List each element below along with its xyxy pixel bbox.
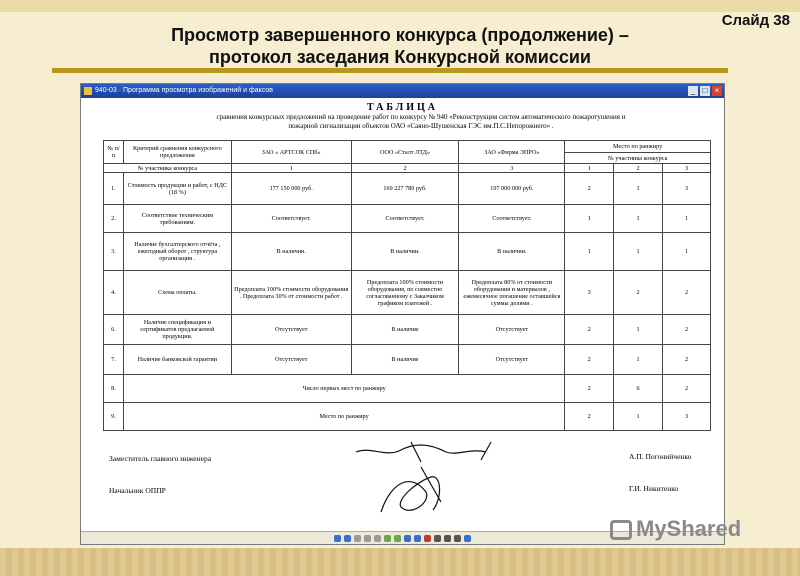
watermark — [610, 516, 741, 542]
slide-number: Слайд 38 — [721, 12, 790, 29]
cell-v1: 177 150 000 руб. — [231, 173, 351, 205]
cell-r3: 3 — [663, 403, 711, 431]
cell-r3: 2 — [663, 345, 711, 375]
cell-r1: 1 — [565, 205, 614, 233]
zoom-out-icon[interactable] — [394, 535, 401, 542]
table-row — [104, 173, 711, 205]
slide-title — [70, 24, 730, 68]
window-controls — [688, 86, 722, 96]
zoom-in-icon[interactable] — [384, 535, 391, 542]
top-stripe — [0, 0, 800, 12]
cell-n: 1. — [104, 173, 124, 205]
edit-icon[interactable] — [454, 535, 461, 542]
table-row — [104, 271, 711, 315]
maximize-button[interactable]: □ — [700, 86, 710, 96]
cell-v3: Предоплата 80% от стоимости оборудования и материалов , ежемесячное погашение оставшейся суммы долями . — [459, 271, 565, 315]
save-icon[interactable] — [444, 535, 451, 542]
slideshow-icon[interactable] — [374, 535, 381, 542]
cell-r2: 1 — [614, 173, 663, 205]
rotate-ccw-icon[interactable] — [414, 535, 421, 542]
signer2-name: Г.И. Никитенко — [629, 484, 679, 493]
cell-v2: В наличие — [351, 315, 459, 345]
cell-v3: Соответствует. — [459, 205, 565, 233]
table-row — [104, 345, 711, 375]
header-vendor2: ООО «Сталт ЛТД» — [351, 141, 459, 164]
cell-r1: 1 — [565, 233, 614, 271]
cell-r2: 1 — [614, 233, 663, 271]
header-num: № п/п — [104, 141, 124, 164]
cell-r3: 2 — [663, 315, 711, 345]
header-col3: 3 — [459, 164, 565, 173]
cell-r2: 1 — [614, 403, 663, 431]
header-rank3: 3 — [663, 164, 711, 173]
summary-row — [104, 375, 711, 403]
table-row — [104, 233, 711, 271]
table-body — [104, 173, 711, 431]
cell-v3: В наличии. — [459, 233, 565, 271]
header-rank1: 1 — [565, 164, 614, 173]
minimize-button[interactable]: _ — [688, 86, 698, 96]
cell-v1: В наличии. — [231, 233, 351, 271]
document-heading: ТАБЛИЦА — [367, 102, 438, 113]
cell-r1: 3 — [565, 271, 614, 315]
header-col1: 1 — [231, 164, 351, 173]
cell-n: 2. — [104, 205, 124, 233]
cell-r3: 1 — [663, 205, 711, 233]
cell-r2: 6 — [614, 375, 663, 403]
header-col2: 2 — [351, 164, 459, 173]
document-subtitle-line2: пожарной сигнализации объектов ОАО «Саяно-Шушенская ГЭС им.П.С.Непорожнего» . — [288, 122, 554, 130]
header-participant-num: № участника конкурса — [104, 164, 232, 173]
actual-size-icon[interactable] — [364, 535, 371, 542]
best-fit-icon[interactable] — [354, 535, 361, 542]
cell-v3: Отсутствует — [459, 315, 565, 345]
slide-title-line2: протокол заседания Конкурсной комиссии — [209, 47, 591, 67]
cell-n: 4. — [104, 271, 124, 315]
cell-v2: В наличие — [351, 345, 459, 375]
signer2-role: Начальник ОППР — [109, 486, 166, 495]
app-icon — [84, 87, 92, 95]
viewer-titlebar[interactable] — [81, 84, 724, 98]
cell-n: 9. — [104, 403, 124, 431]
signature-2-icon — [371, 462, 461, 522]
help-icon[interactable] — [464, 535, 471, 542]
viewer-window-title: 940-03 · Программа просмотра изображений и факсов — [95, 87, 273, 94]
slide-title-line1: Просмотр завершенного конкурса (продолжение) – — [171, 25, 629, 45]
cell-r2: 1 — [614, 345, 663, 375]
cell-r3: 2 — [663, 375, 711, 403]
cell-r2: 2 — [614, 271, 663, 315]
title-divider — [52, 68, 728, 73]
cell-r1: 2 — [565, 345, 614, 375]
cell-v1: Отсутствует — [231, 345, 351, 375]
next-image-icon[interactable] — [344, 535, 351, 542]
cell-criterion: Стоимость продукции и работ, с НДС (18 %) — [123, 173, 231, 205]
scanned-document — [81, 98, 724, 530]
header-rank2: 2 — [614, 164, 663, 173]
watermark-text: MyShared — [636, 516, 742, 541]
close-button[interactable]: × — [712, 86, 722, 96]
cell-v3: 197 000 000 руб. — [459, 173, 565, 205]
signer1-role: Заместитель главного инженера — [109, 454, 212, 463]
header-participant-num-rank: № участника конкурса — [565, 153, 711, 164]
comparison-table — [103, 140, 711, 431]
cell-r3: 3 — [663, 173, 711, 205]
rotate-cw-icon[interactable] — [404, 535, 411, 542]
cell-v2: В наличии. — [351, 233, 459, 271]
image-viewer-window — [80, 83, 725, 545]
cell-criterion: Наличие бухгалтерского отчёта , ежегодный оборот , структура организации . — [123, 233, 231, 271]
table-row — [104, 315, 711, 345]
cell-r1: 2 — [565, 173, 614, 205]
header-vendor3: ЗАО «Фирма ЭПРО» — [459, 141, 565, 164]
summary-row — [104, 403, 711, 431]
cell-v2: 169 227 780 руб. — [351, 173, 459, 205]
summary-label: Место по ранжиру — [123, 403, 564, 431]
cell-criterion: Наличие спецификация и сертификатов предлагаемой продукции. — [123, 315, 231, 345]
cell-criterion: Соответствие техническим требованиям. — [123, 205, 231, 233]
cell-n: 3. — [104, 233, 124, 271]
document-subtitle — [141, 113, 701, 131]
document-subtitle-line1: сравнения конкурсных предложений на проведение работ по конкурсу № 940 «Реконструкция систем автоматического пожаротушения и — [216, 113, 626, 121]
cell-v1: Соответствует. — [231, 205, 351, 233]
summary-label: Число первых мест по ранжиру — [123, 375, 564, 403]
cell-n: 6. — [104, 315, 124, 345]
cell-criterion: Схема оплаты. — [123, 271, 231, 315]
cell-criterion: Наличие банковской гарантии — [123, 345, 231, 375]
cell-n: 8. — [104, 375, 124, 403]
print-icon[interactable] — [434, 535, 441, 542]
prev-image-icon[interactable] — [334, 535, 341, 542]
signer1-name: А.П. Погонийченко — [629, 452, 692, 461]
cell-v2: Предоплата 100% стоимости оборудования, по совместно согласованному с Заказчиком графиком платежей . — [351, 271, 459, 315]
cell-v1: Отсутствует — [231, 315, 351, 345]
cell-r1: 2 — [565, 403, 614, 431]
cell-r2: 1 — [614, 205, 663, 233]
cell-r1: 2 — [565, 375, 614, 403]
header-vendor1: ЗАО « АРТСОК СПб» — [231, 141, 351, 164]
cell-r1: 2 — [565, 315, 614, 345]
watermark-logo-icon — [610, 520, 632, 540]
bottom-stripe — [0, 548, 800, 576]
cell-r3: 2 — [663, 271, 711, 315]
table-row — [104, 205, 711, 233]
cell-v1: Предоплата 100% стоимости оборудования . Предоплата 30% от стоимости работ . — [231, 271, 351, 315]
cell-n: 7. — [104, 345, 124, 375]
header-rank: Место по ранжиру — [565, 141, 711, 153]
cell-v3: Отсутствует — [459, 345, 565, 375]
delete-icon[interactable] — [424, 535, 431, 542]
cell-r3: 1 — [663, 233, 711, 271]
header-criteria: Критерий сравнения конкурсного предложения — [123, 141, 231, 164]
cell-r2: 1 — [614, 315, 663, 345]
cell-v2: Соответствует. — [351, 205, 459, 233]
